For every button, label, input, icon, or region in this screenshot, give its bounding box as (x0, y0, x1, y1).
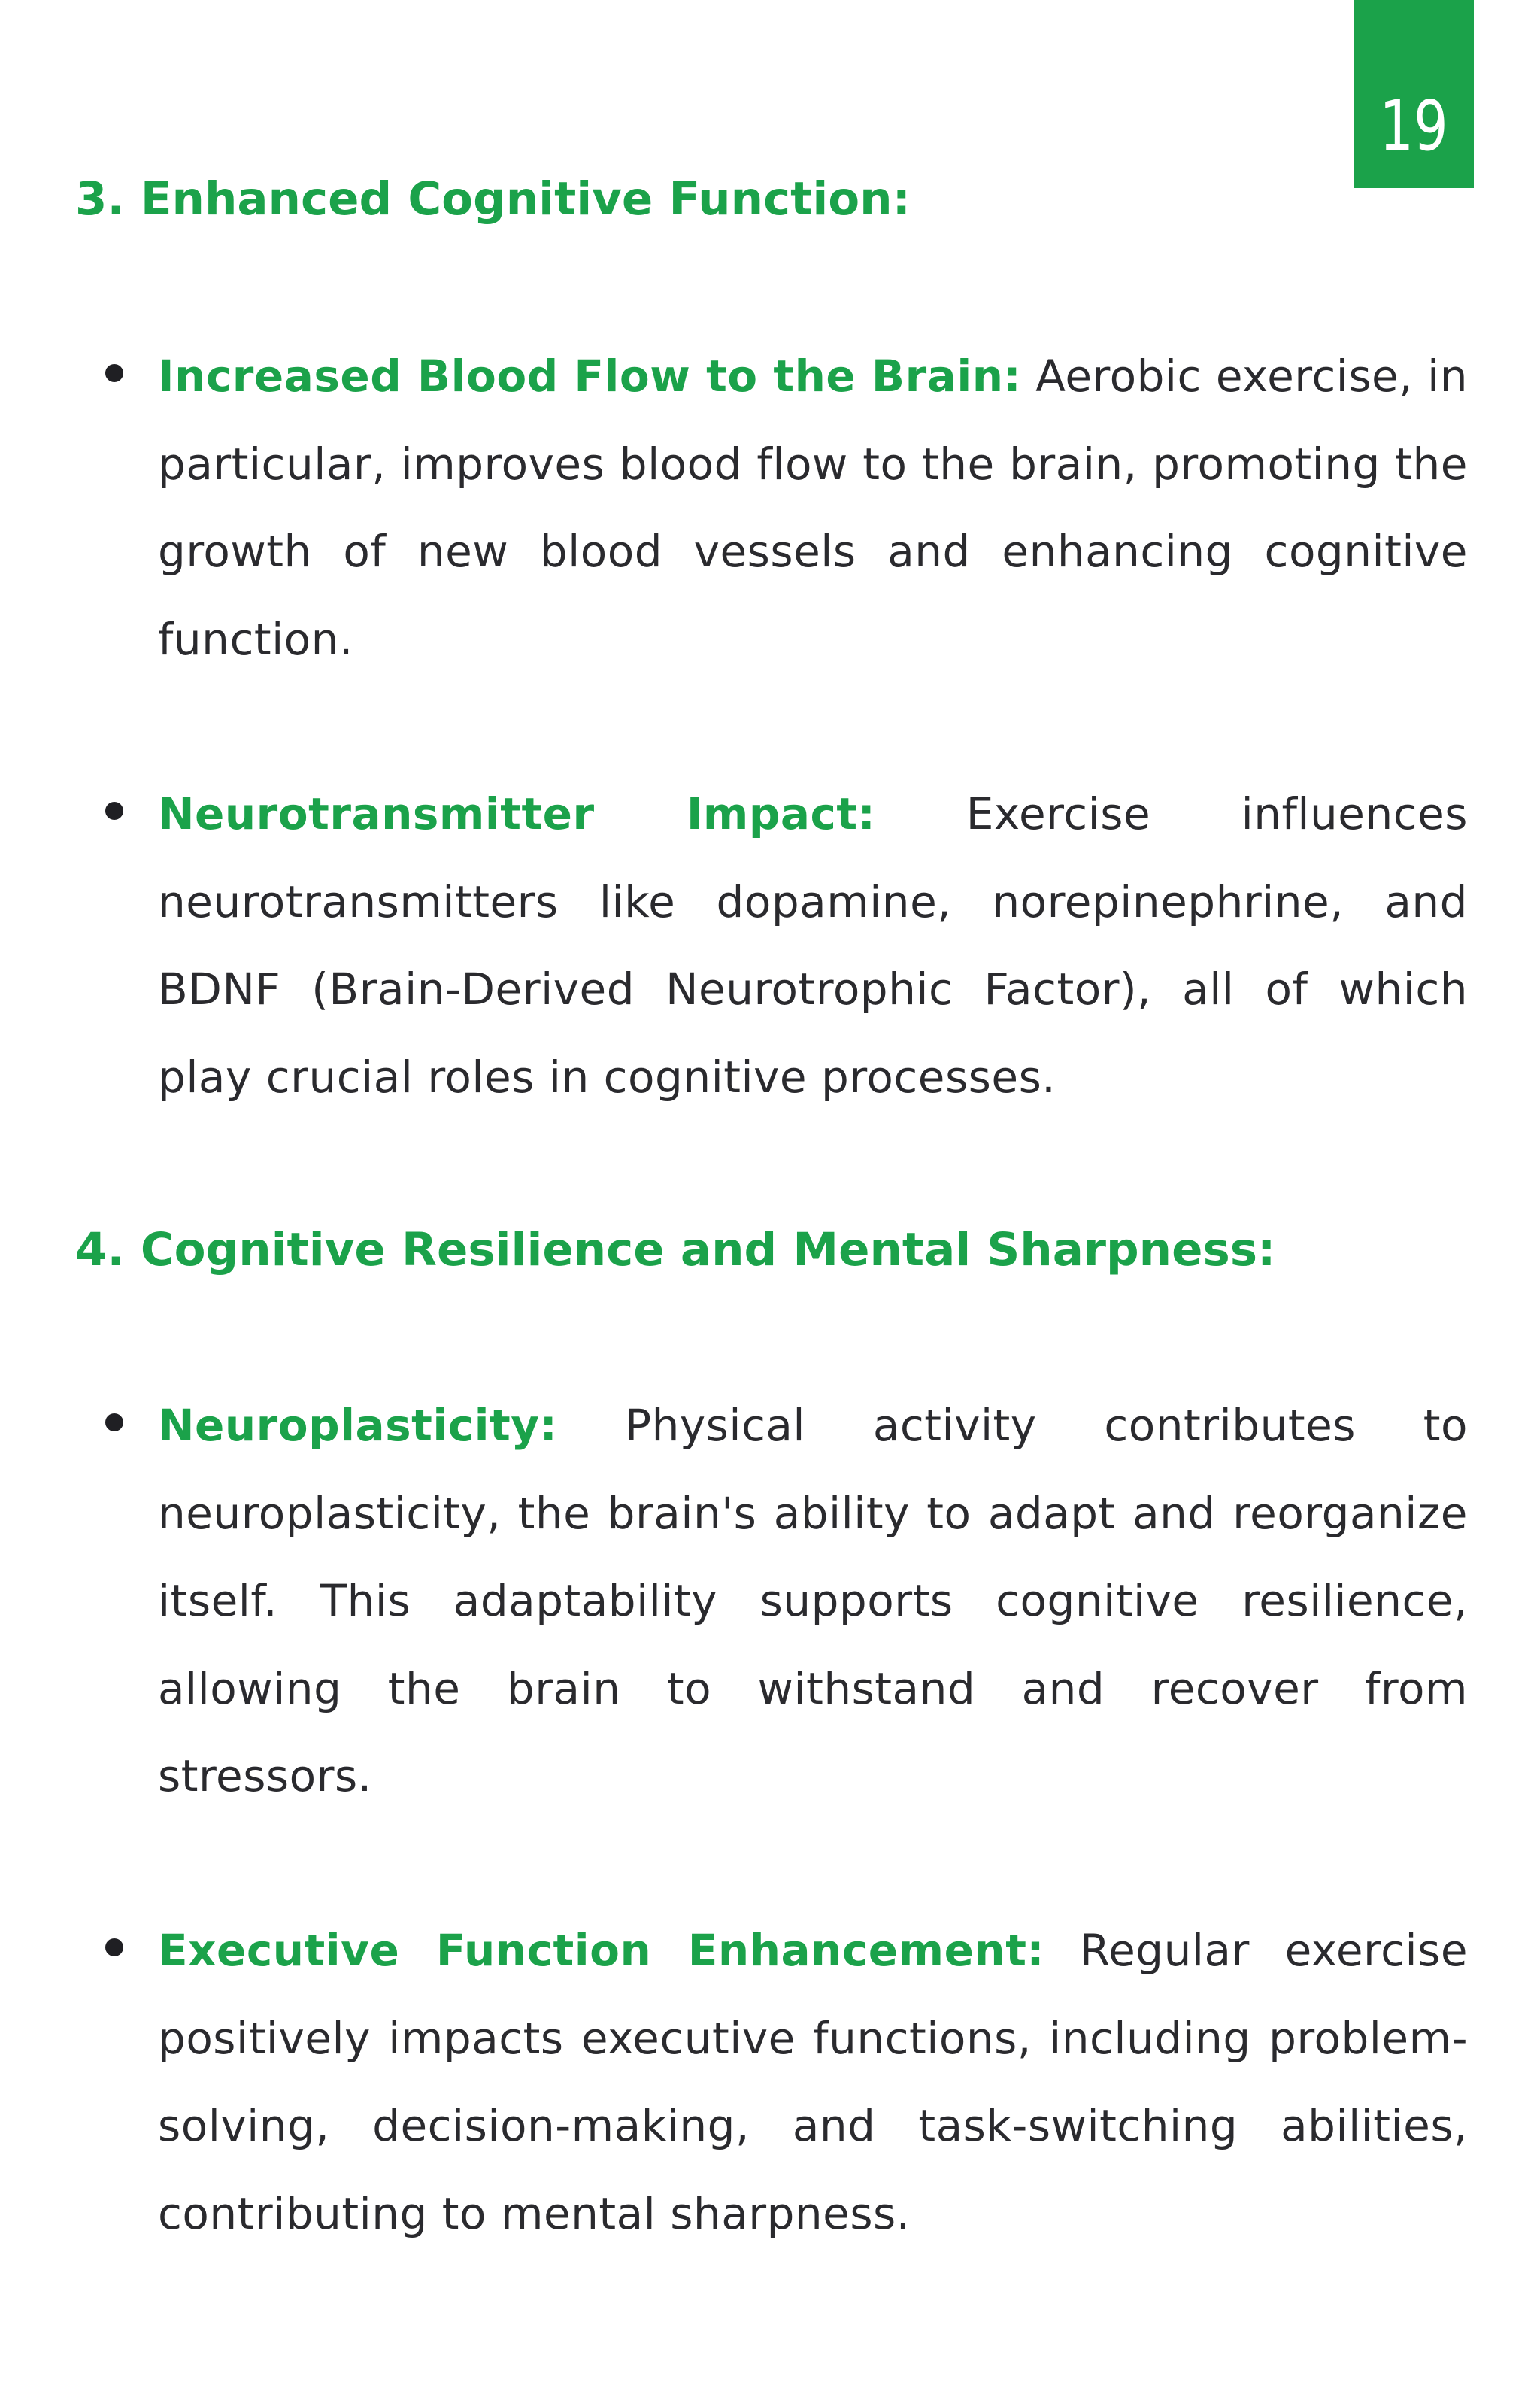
bullet-text: Physical activity contributes to neuroplasticity, the brain's ability to adapt and reorganize itself. This adaptability supports cognitive resilience, allowing the brain to withstand and recover from stressors. (158, 1400, 1468, 1801)
bullet-title: Increased Blood Flow to the Brain: (158, 351, 1022, 402)
page-number-badge (1354, 0, 1474, 188)
bullet-dot-icon (105, 1938, 123, 1956)
bullet-dot-icon (105, 364, 123, 382)
section-heading-cognitive-resilience: 4. Cognitive Resilience and Mental Sharpness: (75, 1223, 1276, 1276)
list-item-neurotransmitter-impact (158, 770, 1468, 1121)
bullet-text: Exercise influences neurotransmitters like dopamine, norepinephrine, and BDNF (Brain-Derived Neurotrophic Factor), all of which play crucial roles in cognitive processes. (158, 788, 1468, 1103)
bullet-title: Neurotransmitter Impact: (158, 788, 876, 839)
bullet-text: Aerobic exercise, in particular, improves blood flow to the brain, promoting the growth of new blood vessels and enhancing cognitive function. (158, 351, 1469, 665)
list-item-blood-flow (158, 332, 1468, 683)
bullet-dot-icon (105, 1413, 123, 1431)
list-item-neuroplasticity (158, 1382, 1468, 1820)
bullet-title: Executive Function Enhancement: (158, 1925, 1045, 1976)
list-item-executive-function (158, 1907, 1468, 2257)
section-heading-enhanced-cognitive-function: 3. Enhanced Cognitive Function: (75, 172, 911, 226)
page-number: 19 (1379, 86, 1448, 166)
bullet-dot-icon (105, 802, 123, 820)
bullet-title: Neuroplasticity: (158, 1400, 558, 1451)
bullet-text: Regular exercise positively impacts executive functions, including problem-solving, decision-making, and task-switching abilities, contributing to mental sharpness. (158, 1925, 1468, 2239)
